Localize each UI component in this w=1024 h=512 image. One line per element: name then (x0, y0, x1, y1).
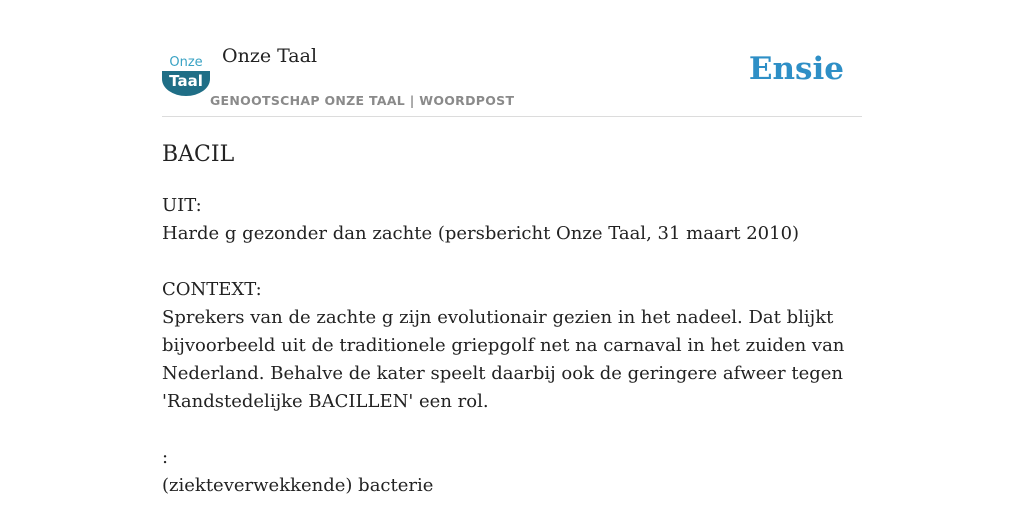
entry-title: BACIL (162, 142, 235, 167)
source-label: UIT: (162, 195, 202, 216)
onze-taal-logo[interactable] (162, 53, 210, 96)
context-line: 'Randstedelijke BACILLEN' een rol. (162, 391, 489, 412)
logo-text-bottom: Taal (169, 72, 203, 90)
source-text: Harde g gezonder dan zachte (persbericht Onze Taal, 31 maart 2010) (162, 223, 800, 244)
entry-body (162, 192, 862, 500)
entry-content (162, 138, 862, 512)
context-line: Nederland. Behalve de kater speelt daarbij ook de geringere afweer tegen (162, 363, 843, 384)
publisher-subline: GENOOTSCHAP ONZE TAAL | WOORDPOST (210, 93, 515, 108)
context-line: Sprekers van de zachte g zijn evolutionair gezien in het nadeel. Dat blijkt (162, 307, 834, 328)
header (162, 40, 862, 117)
source-block (162, 192, 862, 248)
brand-name[interactable]: Onze Taal (222, 45, 318, 67)
logo-text-top: Onze (169, 55, 203, 70)
context-label: CONTEXT: (162, 279, 262, 300)
definition-text: (ziekteverwekkende) bacterie (162, 475, 434, 496)
definition-block (162, 444, 862, 500)
ensie-logo[interactable]: Ensie (748, 51, 844, 87)
context-block (162, 276, 862, 416)
definition-label: : (162, 447, 169, 468)
context-line: bijvoorbeeld uit de traditionele griepgolf net na carnaval in het zuiden van (162, 335, 845, 356)
